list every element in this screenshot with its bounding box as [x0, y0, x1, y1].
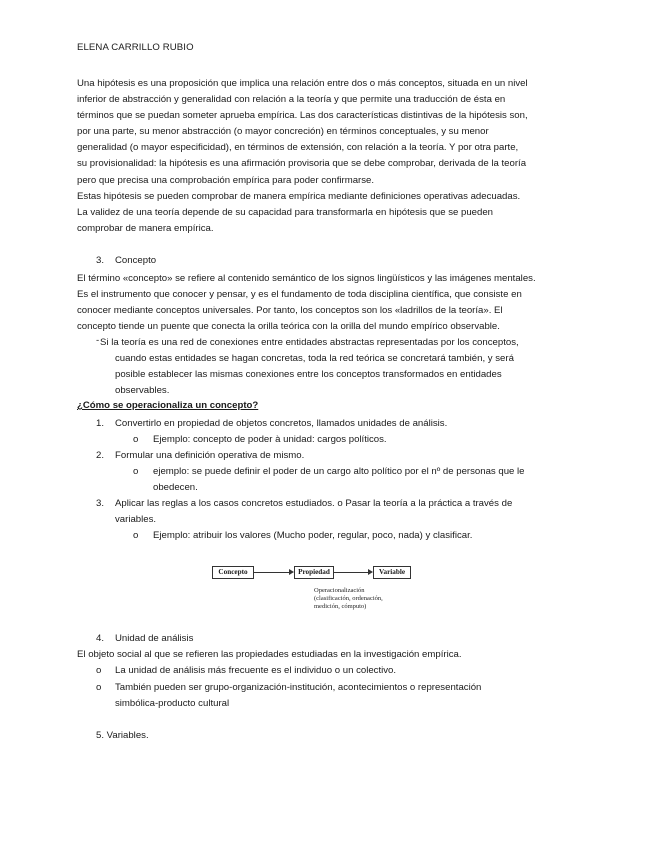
- text-line: por una parte, su menor abstracción (o mayor concreción) en términos conceptuales, y su menor: [77, 126, 489, 138]
- author-header: ELENA CARRILLO RUBIO: [77, 42, 194, 53]
- step-3-sub-text: Ejemplo: atribuir los valores (Mucho poder, regular, poco, nada) y clasificar.: [153, 530, 473, 541]
- dash-marker: -: [96, 335, 100, 346]
- text-line: Una hipótesis es una proposición que implica una relación entre dos o más conceptos, situada en un nivel: [77, 78, 528, 89]
- step-2-sub-marker: o: [133, 466, 139, 477]
- diagram-arrow: [253, 572, 289, 573]
- note-line: (clasificación, ordenación,: [314, 595, 383, 602]
- step-1-sub-marker: o: [133, 434, 139, 445]
- text-line: posible establecer las mismas conexiones entre los conceptos transformados en entidades: [115, 369, 502, 381]
- bullet-text: También pueden ser grupo-organización-institución, acontecimientos o representación: [115, 682, 482, 693]
- note-line: medición, cómputo): [314, 603, 367, 610]
- step-1-number: 1.: [96, 418, 105, 429]
- dash-item-continuation: [115, 351, 579, 399]
- section-4-title: Unidad de análisis: [115, 633, 194, 644]
- bullet-text: La unidad de análisis más frecuente es el individuo o un colectivo.: [115, 665, 397, 676]
- operationalize-question: ¿Cómo se operacionaliza un concepto?: [77, 400, 259, 411]
- intro-paragraph: [77, 76, 580, 237]
- text-line: su provisionalidad: la hipótesis es una afirmación provisoria que se debe comprobar, derivada de la teoría: [77, 158, 527, 170]
- text-line: concepto tiende un puente que conecta la orilla teórica con la orilla del mundo empírico observable.: [77, 321, 500, 333]
- concept-paragraph: [77, 271, 580, 335]
- diagram-box-propiedad: Propiedad: [294, 566, 334, 579]
- section-4-number: 4.: [96, 633, 105, 644]
- step-2-sub-text: ejemplo: se puede definir el poder de un cargo alto político por el nº de personas que le: [153, 466, 525, 477]
- text-line: observables.: [115, 385, 170, 397]
- text-line: cuando estas entidades se hagan concretas, toda la red teórica se concretará también, y será: [115, 353, 514, 364]
- bullet-text-cont: simbólica-producto cultural: [115, 698, 230, 709]
- section-3-title: Concepto: [115, 255, 157, 266]
- step-2-text: Formular una definición operativa de mismo.: [115, 450, 305, 461]
- step-1-sub-text: Ejemplo: concepto de poder à unidad: cargos políticos.: [153, 434, 387, 445]
- text-line: Si la teoría es una red de conexiones entre entidades abstractas representadas por los conceptos,: [100, 337, 519, 348]
- text-line: comprobar de manera empírica.: [77, 222, 214, 234]
- step-2-sub-text-cont: obedecen.: [153, 482, 198, 493]
- step-3-text: Aplicar las reglas a los casos concretos estudiados. o Pasar la teoría a la práctica a través de: [115, 498, 513, 509]
- text-line: La validez de una teoría depende de su capacidad para transformarla en hipótesis que se pueden: [77, 206, 494, 218]
- step-1-text: Convertirlo en propiedad de objetos concretos, llamados unidades de análisis.: [115, 418, 448, 429]
- step-2-number: 2.: [96, 450, 105, 461]
- bullet-marker: o: [96, 665, 102, 676]
- section-3-number: 3.: [96, 255, 105, 266]
- diagram-box-variable: Variable: [373, 566, 411, 579]
- text-line: inferior de abstracción y generalidad con relación a la teoría y que permite una traducción de ésta en: [77, 94, 506, 106]
- step-3-text-cont: variables.: [115, 514, 157, 525]
- step-3-sub-marker: o: [133, 530, 139, 541]
- note-line: Operacionalización: [314, 587, 365, 594]
- text-line: El término «concepto» se refiere al contenido semántico de los signos lingüísticos y las imágenes mentales.: [77, 273, 536, 284]
- section-4-text: El objeto social al que se refieren las propiedades estudiadas en la investigación empírica.: [77, 649, 462, 660]
- operationalization-diagram: [210, 563, 425, 621]
- diagram-note: [314, 587, 383, 611]
- bullet-marker: o: [96, 682, 102, 693]
- section-5-title: 5. Variables.: [96, 730, 149, 741]
- diagram-arrow: [333, 572, 368, 573]
- text-line: términos que se puedan someter aprueba empírica. Las dos características distintivas de la hipótesis son,: [77, 110, 528, 122]
- text-line: Estas hipótesis se pueden comprobar de manera empírica mediante definiciones operativas adecuadas.: [77, 190, 521, 202]
- text-line: pero que precisa una comprobación empírica para poder confirmarse.: [77, 174, 375, 186]
- step-3-number: 3.: [96, 498, 105, 509]
- diagram-box-concepto: Concepto: [212, 566, 254, 579]
- dash-item: [100, 335, 579, 351]
- text-line: generalidad (o mayor especificidad), en términos de extensión, con relación a la teoría. Y por otra parte,: [77, 142, 519, 154]
- text-line: Es el instrumento que conocer y pensar, y es el fundamento de toda disciplina científica, que consiste en: [77, 289, 522, 301]
- text-line: conocer mediante conceptos universales. Por tanto, los conceptos son los «ladrillos de la teoría». El: [77, 305, 503, 317]
